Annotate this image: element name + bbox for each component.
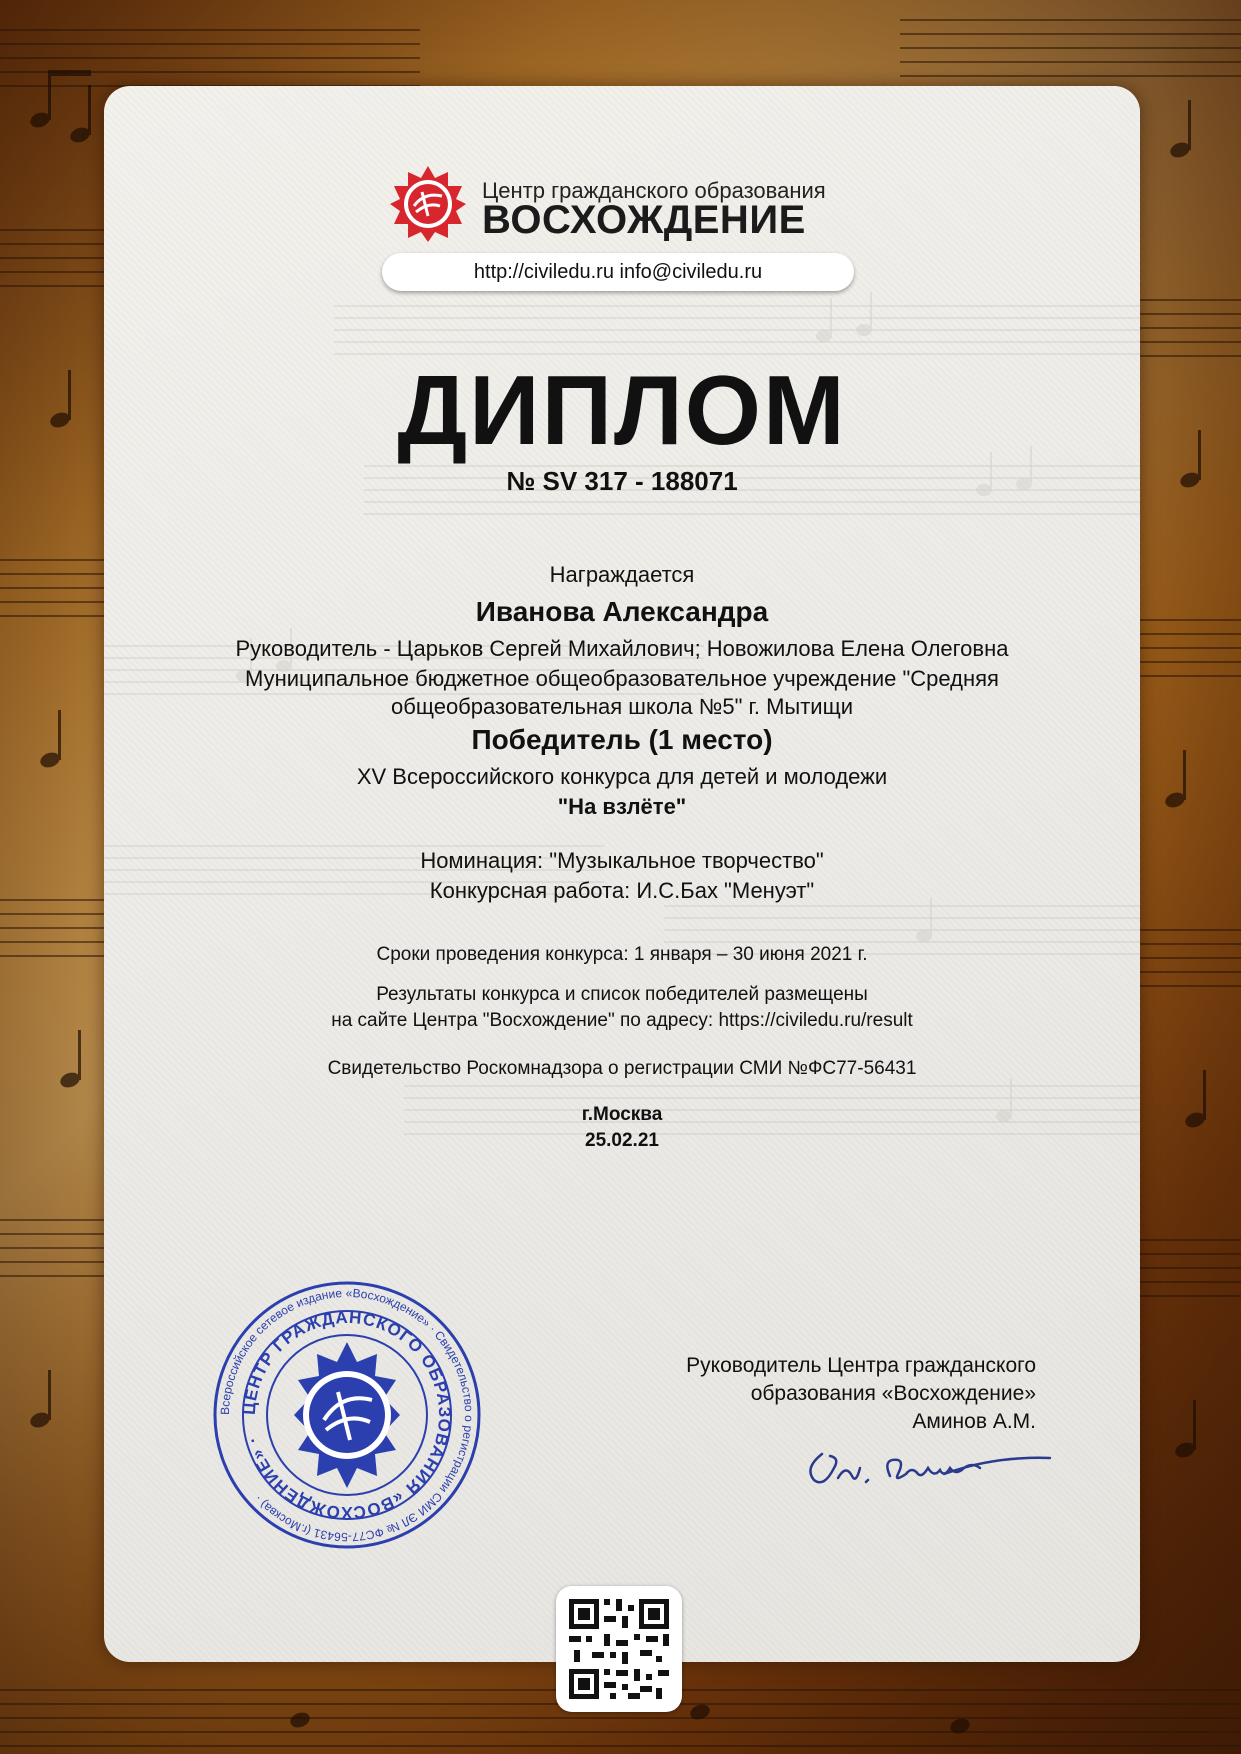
diploma-card <box>104 86 1140 1662</box>
signature <box>794 1438 1054 1498</box>
registration-info: Свидетельство Роскомнадзора о регистрации СМИ №ФС77-56431 <box>327 1058 917 1079</box>
recipient-name: Иванова Александра <box>475 596 769 627</box>
supervisors: Руководитель - Царьков Сергей Михайлович; Новожилова Елена Олеговна <box>235 636 1009 661</box>
civiledu-logo-icon <box>390 166 466 242</box>
signatory-name: Аминов А.М. <box>912 1410 1036 1433</box>
awarded-label: Награждается <box>549 562 695 587</box>
qr-code-icon[interactable] <box>556 1586 682 1712</box>
signatory-title-2: образования «Восхождение» <box>750 1382 1036 1405</box>
institution-line-1: Муниципальное бюджетное общеобразовательное учреждение "Средняя <box>245 666 999 691</box>
city: г.Москва <box>581 1104 663 1125</box>
contest-title: XV Всероссийского конкурса для детей и молодежи <box>356 764 888 789</box>
diploma-number: № SV 317 - 188071 <box>506 466 738 496</box>
svg-text:ЦЕНТР ГРАЖДАНСКОГО ОБРАЗОВАНИЯ: ЦЕНТР ГРАЖДАНСКОГО ОБРАЗОВАНИЯ «ВОСХОЖДЕНИЕ» · <box>239 1307 455 1523</box>
signatory-title-1: Руководитель Центра гражданского <box>686 1354 1036 1377</box>
logo-subtitle: Центр гражданского образования <box>482 178 826 203</box>
official-stamp <box>212 1280 482 1550</box>
svg-text:Всероссийское сетевое издание: Всероссийское сетевое издание «Восхождение» · Свидетельство о регистрации СМИ ЭЛ № ФС77-56431 (г.Москва) · <box>217 1285 477 1545</box>
award-place: Победитель (1 место) <box>471 724 773 755</box>
issue-date: 25.02.21 <box>585 1130 659 1151</box>
contacts-bar: http://civiledu.ru info@civiledu.ru <box>382 253 854 291</box>
competition-work: Конкурсная работа: И.С.Бах "Менуэт" <box>429 878 815 903</box>
logo-title: ВОСХОЖДЕНИЕ <box>482 198 806 242</box>
nomination: Номинация: "Музыкальное творчество" <box>420 848 824 873</box>
results-line-1: Результаты конкурса и список победителей размещены <box>376 984 868 1005</box>
contest-name: "На взлёте" <box>557 794 687 819</box>
institution-line-2: общеобразовательная школа №5" г. Мытищи <box>391 694 853 719</box>
results-line-2: на сайте Центра "Восхождение" по адресу: https://civiledu.ru/result <box>331 1010 913 1031</box>
contest-dates: Сроки проведения конкурса: 1 января – 30 июня 2021 г. <box>376 944 868 965</box>
diploma-title: ДИПЛОМ <box>397 355 847 465</box>
